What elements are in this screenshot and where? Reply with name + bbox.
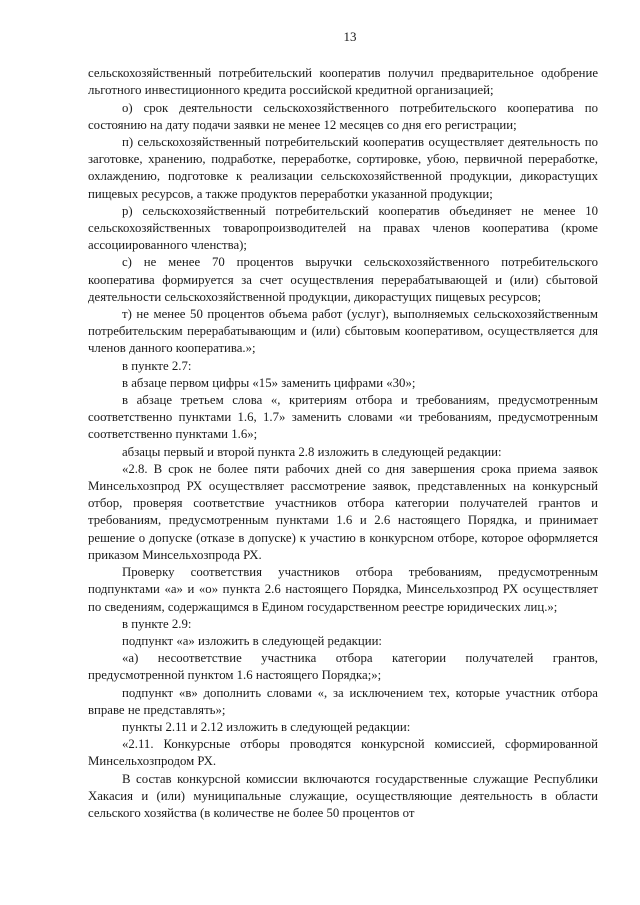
paragraph-subpoint-v: подпункт «в» дополнить словами «, за исключением тех, которые участник отбора вправе не представлять»; xyxy=(88,685,598,717)
paragraph-subpoint-a-intro: подпункт «а» изложить в следующей редакции: xyxy=(122,633,382,648)
paragraph-continuation: сельскохозяйственный потребительский кооператив получил предварительное одобрение льготного инвестиционного кредита российской кредитной организацией; xyxy=(88,66,598,98)
paragraph-item-s: с) не менее 70 процентов выручки сельскохозяйственного потребительского кооператива формируется за счет осуществления перерабатывающей и (или) сбытовой деятельности сельскохозяйственной продукции, дикорастущих пищевых ресурсов; xyxy=(88,255,598,304)
paragraph-first-abzac: в абзаце первом цифры «15» заменить цифрами «30»; xyxy=(122,375,416,390)
paragraph-subpoint-a: «а) несоответствие участника отбора категории получателей грантов, предусмотренной пунктом 1.6 настоящего Порядка;»; xyxy=(88,651,598,683)
paragraph-item-r: р) сельскохозяйственный потребительский кооператив объединяет не менее 10 сельскохозяйственных товаропроизводителей на правах членов кооператива (кроме ассоциированного членства); xyxy=(88,203,598,253)
paragraph-item-o: о) срок деятельности сельскохозяйственного потребительского кооператива по состоянию на дату подачи заявки не менее 12 месяцев со дня его регистрации; xyxy=(88,100,598,132)
paragraph-item-t: т) не менее 50 процентов объема работ (услуг), выполняемых сельскохозяйственным потребительским перерабатывающим и (или) сбытовым кооперативом, осуществляется для членов данного кооператива.»; xyxy=(88,307,598,356)
paragraph-verification: Проверку соответствия участников отбора требованиям, предусмотренным подпунктами «а» и «о» пункта 2.6 настоящего Порядка, Минсельхозпрод РХ осуществляет по сведениям, содержащимся в Едином государственном реестре юридических лиц.»; xyxy=(88,565,598,614)
paragraph-point-2-7: в пункте 2.7: xyxy=(122,358,192,373)
paragraph-third-abzac: в абзаце третьем слова «, критериям отбора и требованиям, предусмотренным соответственно пунктами 1.6, 1.7» заменить словами «и требованиям, предусмотренным соответственно пунктами 1.6»; xyxy=(88,393,598,442)
paragraph-points-2-11-2-12-intro: пункты 2.11 и 2.12 изложить в следующей редакции: xyxy=(122,719,411,734)
paragraph-item-p: п) сельскохозяйственный потребительский кооператив осуществляет деятельность по заготовке, хранению, подработке, переработке, сортировке, убою, первичной переработке, охлаждению, подготовке к реализации сельскохозяйственной продукции, дикорастущих пищевых ресурсов, а также продуктов переработки указанной продукции; xyxy=(88,135,598,201)
paragraph-point-2-8-intro: абзацы первый и второй пункта 2.8 изложить в следующей редакции: xyxy=(122,444,502,459)
paragraph-commission-composition: В состав конкурсной комиссии включаются государственные служащие Республики Хакасия и (или) муниципальные служащие, осуществляющие деятельность в области сельского хозяйства (в количестве не более 50 процентов от xyxy=(88,771,598,820)
paragraph-point-2-8: «2.8. В срок не более пяти рабочих дней со дня завершения срока приема заявок Минсельхозпрод РХ осуществляет рассмотрение заявок, представленных на конкурсный отбор, проверяя соответствие участников отбора категории получателей грантов и требованиям, предусмотренным пунктами 1.6 и 2.6 настоящего Порядка, и принимает решение о допуске (отказе в допуске) к участию в конкурсном отборе, которое оформляется приказом Минсельхозпрода РХ. xyxy=(88,461,598,562)
paragraph-point-2-9: в пункте 2.9: xyxy=(122,616,192,631)
paragraph-point-2-11: «2.11. Конкурсные отборы проводятся конкурсной комиссией, сформированной Минсельхозпродом РХ. xyxy=(88,737,598,769)
page-number: 13 xyxy=(343,29,357,44)
document-page xyxy=(88,28,598,822)
